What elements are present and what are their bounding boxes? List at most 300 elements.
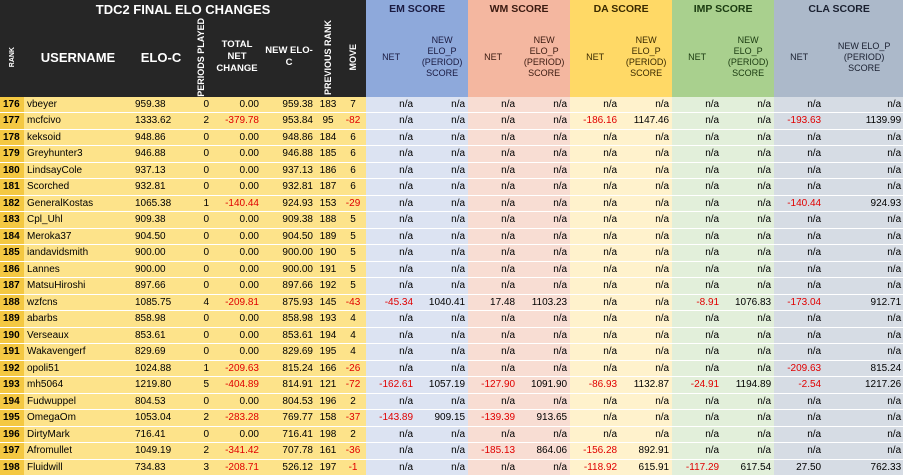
wm-new-cell: n/a bbox=[518, 426, 570, 443]
table-row bbox=[0, 426, 903, 443]
em-new-cell: n/a bbox=[416, 212, 468, 229]
cla-new-header: NEW ELO_P (PERIOD) SCORE bbox=[824, 18, 903, 97]
move-cell: -72 bbox=[340, 377, 366, 394]
previous-rank-cell: 121 bbox=[316, 377, 340, 394]
wm-new-cell: 913.65 bbox=[518, 410, 570, 427]
elo-c-header: ELO-C bbox=[132, 18, 190, 97]
imp-new-cell: 1076.83 bbox=[722, 294, 774, 311]
cla-net-cell: n/a bbox=[774, 410, 824, 427]
wm-net-cell: n/a bbox=[468, 278, 518, 295]
move-cell: -29 bbox=[340, 195, 366, 212]
new-elo-c-cell: 904.50 bbox=[262, 228, 316, 245]
new-elo-c-cell: 909.38 bbox=[262, 212, 316, 229]
imp-new-cell: n/a bbox=[722, 278, 774, 295]
wm-net-cell: n/a bbox=[468, 360, 518, 377]
cla-new-cell: n/a bbox=[824, 327, 903, 344]
em-new-header: NEW ELO_P (PERIOD) SCORE bbox=[416, 18, 468, 97]
da-net-cell: -186.16 bbox=[570, 113, 620, 130]
elo-c-cell: 1065.38 bbox=[132, 195, 190, 212]
total-net-change-cell: 0.00 bbox=[212, 179, 262, 196]
username-cell: Wakavengerf bbox=[24, 344, 132, 361]
da-new-cell: n/a bbox=[620, 245, 672, 262]
da-net-cell: n/a bbox=[570, 195, 620, 212]
em-new-cell: n/a bbox=[416, 179, 468, 196]
new-elo-c-cell: 526.12 bbox=[262, 459, 316, 476]
new-elo-c-cell: 937.13 bbox=[262, 162, 316, 179]
em-new-cell: n/a bbox=[416, 344, 468, 361]
elo-c-cell: 1024.88 bbox=[132, 360, 190, 377]
em-new-cell: n/a bbox=[416, 426, 468, 443]
previous-rank-cell: 189 bbox=[316, 228, 340, 245]
em-new-cell: n/a bbox=[416, 245, 468, 262]
da-new-cell: n/a bbox=[620, 162, 672, 179]
total-net-change-cell: 0.00 bbox=[212, 344, 262, 361]
move-cell: 6 bbox=[340, 146, 366, 163]
wm-new-cell: n/a bbox=[518, 97, 570, 113]
move-cell: 5 bbox=[340, 261, 366, 278]
elo-c-cell: 734.83 bbox=[132, 459, 190, 476]
rank-cell: 193 bbox=[0, 377, 24, 394]
table-row bbox=[0, 261, 903, 278]
total-net-change-cell: -209.63 bbox=[212, 360, 262, 377]
cla-net-cell: n/a bbox=[774, 162, 824, 179]
table-row bbox=[0, 146, 903, 163]
table-row bbox=[0, 97, 903, 113]
em-net-cell: n/a bbox=[366, 228, 416, 245]
em-new-cell: n/a bbox=[416, 146, 468, 163]
new-elo-c-cell: 716.41 bbox=[262, 426, 316, 443]
da-net-cell: n/a bbox=[570, 311, 620, 328]
wm-new-cell: n/a bbox=[518, 129, 570, 146]
da-new-cell: n/a bbox=[620, 195, 672, 212]
move-cell: 4 bbox=[340, 344, 366, 361]
da-new-cell: n/a bbox=[620, 410, 672, 427]
em-new-cell: n/a bbox=[416, 261, 468, 278]
rank-cell: 191 bbox=[0, 344, 24, 361]
rank-cell: 189 bbox=[0, 311, 24, 328]
imp-new-cell: n/a bbox=[722, 360, 774, 377]
periods-played-cell: 2 bbox=[190, 443, 212, 460]
em-new-cell: n/a bbox=[416, 459, 468, 476]
periods-played-cell: 0 bbox=[190, 278, 212, 295]
da-new-cell: n/a bbox=[620, 278, 672, 295]
new-elo-c-cell: 814.91 bbox=[262, 377, 316, 394]
new-elo-c-cell: 948.86 bbox=[262, 129, 316, 146]
em-net-cell: n/a bbox=[366, 459, 416, 476]
wm-net-cell: -139.39 bbox=[468, 410, 518, 427]
elo-c-cell: 959.38 bbox=[132, 97, 190, 113]
elo-c-cell: 1085.75 bbox=[132, 294, 190, 311]
em-net-cell: n/a bbox=[366, 426, 416, 443]
table-row bbox=[0, 228, 903, 245]
imp-net-cell: n/a bbox=[672, 113, 722, 130]
cla-new-cell: 924.93 bbox=[824, 195, 903, 212]
periods-played-cell: 0 bbox=[190, 212, 212, 229]
previous-rank-cell: 166 bbox=[316, 360, 340, 377]
em-net-cell: n/a bbox=[366, 146, 416, 163]
da-net-cell: n/a bbox=[570, 410, 620, 427]
table-title: TDC2 FINAL ELO CHANGES bbox=[0, 0, 366, 18]
em-net-cell: n/a bbox=[366, 360, 416, 377]
total-net-change-cell: 0.00 bbox=[212, 278, 262, 295]
username-cell: iandavidsmith bbox=[24, 245, 132, 262]
table-row bbox=[0, 311, 903, 328]
total-net-change-cell: -140.44 bbox=[212, 195, 262, 212]
em-score-header: EM SCORE bbox=[366, 0, 468, 18]
wm-new-cell: n/a bbox=[518, 344, 570, 361]
total-net-change-header: TOTAL NET CHANGE bbox=[212, 18, 262, 97]
cla-net-cell: -209.63 bbox=[774, 360, 824, 377]
da-new-cell: 1147.46 bbox=[620, 113, 672, 130]
imp-new-cell: n/a bbox=[722, 311, 774, 328]
imp-net-cell: n/a bbox=[672, 97, 722, 113]
username-cell: OmegaOm bbox=[24, 410, 132, 427]
em-new-cell: n/a bbox=[416, 360, 468, 377]
table-row bbox=[0, 162, 903, 179]
wm-new-cell: n/a bbox=[518, 179, 570, 196]
periods-played-cell: 0 bbox=[190, 179, 212, 196]
em-net-cell: n/a bbox=[366, 245, 416, 262]
imp-net-cell: n/a bbox=[672, 212, 722, 229]
rank-cell: 182 bbox=[0, 195, 24, 212]
elo-c-cell: 932.81 bbox=[132, 179, 190, 196]
rank-cell: 194 bbox=[0, 393, 24, 410]
em-net-cell: -143.89 bbox=[366, 410, 416, 427]
rank-cell: 178 bbox=[0, 129, 24, 146]
em-new-cell: n/a bbox=[416, 195, 468, 212]
previous-rank-cell: 196 bbox=[316, 393, 340, 410]
total-net-change-cell: -379.78 bbox=[212, 113, 262, 130]
da-new-cell: 892.91 bbox=[620, 443, 672, 460]
em-new-cell: 1057.19 bbox=[416, 377, 468, 394]
move-cell: -1 bbox=[340, 459, 366, 476]
username-cell: GeneralKostas bbox=[24, 195, 132, 212]
wm-net-cell: n/a bbox=[468, 212, 518, 229]
new-elo-c-cell: 858.98 bbox=[262, 311, 316, 328]
rank-cell: 176 bbox=[0, 97, 24, 113]
da-new-cell: n/a bbox=[620, 344, 672, 361]
periods-played-cell: 0 bbox=[190, 245, 212, 262]
em-net-cell: n/a bbox=[366, 261, 416, 278]
elo-c-cell: 804.53 bbox=[132, 393, 190, 410]
username-cell: Greyhunter3 bbox=[24, 146, 132, 163]
wm-net-cell: 17.48 bbox=[468, 294, 518, 311]
imp-new-cell: n/a bbox=[722, 327, 774, 344]
periods-played-cell: 2 bbox=[190, 113, 212, 130]
imp-net-cell: n/a bbox=[672, 261, 722, 278]
da-net-cell: n/a bbox=[570, 344, 620, 361]
da-net-header: NET bbox=[570, 18, 620, 97]
rank-cell: 187 bbox=[0, 278, 24, 295]
previous-rank-cell: 191 bbox=[316, 261, 340, 278]
wm-new-cell: n/a bbox=[518, 212, 570, 229]
da-net-cell: n/a bbox=[570, 179, 620, 196]
imp-net-cell: n/a bbox=[672, 228, 722, 245]
wm-net-cell: n/a bbox=[468, 97, 518, 113]
imp-new-cell: n/a bbox=[722, 344, 774, 361]
em-new-cell: n/a bbox=[416, 97, 468, 113]
cla-net-cell: n/a bbox=[774, 393, 824, 410]
cla-new-cell: n/a bbox=[824, 426, 903, 443]
previous-rank-header: PREVIOUS RANK bbox=[316, 18, 340, 97]
em-net-cell: n/a bbox=[366, 393, 416, 410]
previous-rank-cell: 183 bbox=[316, 97, 340, 113]
rank-cell: 177 bbox=[0, 113, 24, 130]
username-cell: keksoid bbox=[24, 129, 132, 146]
imp-new-cell: n/a bbox=[722, 443, 774, 460]
move-cell: 4 bbox=[340, 311, 366, 328]
move-header: MOVE bbox=[340, 18, 366, 97]
rank-cell: 195 bbox=[0, 410, 24, 427]
rank-cell: 186 bbox=[0, 261, 24, 278]
rank-cell: 185 bbox=[0, 245, 24, 262]
total-net-change-cell: 0.00 bbox=[212, 327, 262, 344]
elo-c-cell: 858.98 bbox=[132, 311, 190, 328]
elo-c-cell: 900.00 bbox=[132, 261, 190, 278]
move-cell: 5 bbox=[340, 245, 366, 262]
em-net-header: NET bbox=[366, 18, 416, 97]
da-new-header: NEW ELO_P (PERIOD) SCORE bbox=[620, 18, 672, 97]
previous-rank-cell: 186 bbox=[316, 162, 340, 179]
rank-cell: 192 bbox=[0, 360, 24, 377]
username-cell: vbeyer bbox=[24, 97, 132, 113]
new-elo-c-cell: 707.78 bbox=[262, 443, 316, 460]
cla-net-cell: -2.54 bbox=[774, 377, 824, 394]
username-cell: Cpl_Uhl bbox=[24, 212, 132, 229]
total-net-change-cell: 0.00 bbox=[212, 426, 262, 443]
da-new-cell: n/a bbox=[620, 129, 672, 146]
imp-new-cell: n/a bbox=[722, 97, 774, 113]
cla-net-cell: n/a bbox=[774, 426, 824, 443]
imp-net-header: NET bbox=[672, 18, 722, 97]
move-cell: -82 bbox=[340, 113, 366, 130]
cla-net-cell: n/a bbox=[774, 146, 824, 163]
em-new-cell: n/a bbox=[416, 393, 468, 410]
new-elo-c-cell: 953.84 bbox=[262, 113, 316, 130]
da-new-cell: n/a bbox=[620, 212, 672, 229]
da-new-cell: 615.91 bbox=[620, 459, 672, 476]
wm-net-cell: n/a bbox=[468, 162, 518, 179]
da-new-cell: n/a bbox=[620, 179, 672, 196]
previous-rank-cell: 195 bbox=[316, 344, 340, 361]
cla-new-cell: 912.71 bbox=[824, 294, 903, 311]
username-cell: mh5064 bbox=[24, 377, 132, 394]
move-cell: -36 bbox=[340, 443, 366, 460]
imp-new-cell: 617.54 bbox=[722, 459, 774, 476]
imp-net-cell: n/a bbox=[672, 278, 722, 295]
cla-new-cell: n/a bbox=[824, 344, 903, 361]
total-net-change-cell: -208.71 bbox=[212, 459, 262, 476]
imp-new-cell: n/a bbox=[722, 212, 774, 229]
elo-c-cell: 937.13 bbox=[132, 162, 190, 179]
move-cell: 7 bbox=[340, 97, 366, 113]
em-net-cell: n/a bbox=[366, 179, 416, 196]
periods-played-cell: 5 bbox=[190, 377, 212, 394]
periods-played-cell: 0 bbox=[190, 146, 212, 163]
move-cell: -43 bbox=[340, 294, 366, 311]
periods-played-cell: 0 bbox=[190, 228, 212, 245]
cla-new-cell: 1139.99 bbox=[824, 113, 903, 130]
periods-played-cell: 0 bbox=[190, 393, 212, 410]
periods-played-cell: 0 bbox=[190, 97, 212, 113]
rank-cell: 181 bbox=[0, 179, 24, 196]
wm-new-cell: n/a bbox=[518, 261, 570, 278]
new-elo-c-cell: 932.81 bbox=[262, 179, 316, 196]
table-row bbox=[0, 344, 903, 361]
cla-new-cell: n/a bbox=[824, 129, 903, 146]
em-new-cell: n/a bbox=[416, 327, 468, 344]
elo-c-cell: 1219.80 bbox=[132, 377, 190, 394]
em-net-cell: -162.61 bbox=[366, 377, 416, 394]
da-net-cell: n/a bbox=[570, 245, 620, 262]
wm-score-header: WM SCORE bbox=[468, 0, 570, 18]
cla-new-cell: n/a bbox=[824, 278, 903, 295]
username-cell: Fudwuppel bbox=[24, 393, 132, 410]
wm-net-cell: n/a bbox=[468, 344, 518, 361]
previous-rank-cell: 185 bbox=[316, 146, 340, 163]
wm-net-cell: -185.13 bbox=[468, 443, 518, 460]
wm-net-header: NET bbox=[468, 18, 518, 97]
cla-net-cell: n/a bbox=[774, 179, 824, 196]
wm-new-cell: n/a bbox=[518, 162, 570, 179]
da-net-cell: n/a bbox=[570, 162, 620, 179]
elo-c-cell: 1053.04 bbox=[132, 410, 190, 427]
imp-net-cell: n/a bbox=[672, 410, 722, 427]
elo-c-cell: 829.69 bbox=[132, 344, 190, 361]
em-net-cell: n/a bbox=[366, 97, 416, 113]
periods-played-cell: 0 bbox=[190, 311, 212, 328]
cla-net-cell: n/a bbox=[774, 97, 824, 113]
total-net-change-cell: -404.89 bbox=[212, 377, 262, 394]
wm-new-cell: n/a bbox=[518, 228, 570, 245]
imp-net-cell: n/a bbox=[672, 195, 722, 212]
periods-played-header: PERIODS PLAYED bbox=[190, 18, 212, 97]
periods-played-cell: 0 bbox=[190, 261, 212, 278]
imp-net-cell: n/a bbox=[672, 426, 722, 443]
cla-net-cell: n/a bbox=[774, 261, 824, 278]
wm-net-cell: -127.90 bbox=[468, 377, 518, 394]
new-elo-c-cell: 959.38 bbox=[262, 97, 316, 113]
imp-net-cell: n/a bbox=[672, 360, 722, 377]
move-cell: 6 bbox=[340, 162, 366, 179]
elo-c-cell: 946.88 bbox=[132, 146, 190, 163]
periods-played-cell: 0 bbox=[190, 129, 212, 146]
total-net-change-cell: -209.81 bbox=[212, 294, 262, 311]
wm-net-cell: n/a bbox=[468, 195, 518, 212]
periods-played-cell: 0 bbox=[190, 327, 212, 344]
em-net-cell: n/a bbox=[366, 327, 416, 344]
cla-score-header: CLA SCORE bbox=[774, 0, 903, 18]
imp-new-header: NEW ELO_P (PERIOD) SCORE bbox=[722, 18, 774, 97]
em-new-cell: 1040.41 bbox=[416, 294, 468, 311]
move-cell: 4 bbox=[340, 327, 366, 344]
imp-new-cell: n/a bbox=[722, 195, 774, 212]
da-net-cell: n/a bbox=[570, 327, 620, 344]
imp-score-header: IMP SCORE bbox=[672, 0, 774, 18]
new-elo-c-cell: 804.53 bbox=[262, 393, 316, 410]
cla-new-cell: n/a bbox=[824, 393, 903, 410]
da-new-cell: n/a bbox=[620, 228, 672, 245]
table-row bbox=[0, 327, 903, 344]
rank-cell: 179 bbox=[0, 146, 24, 163]
rank-cell: 197 bbox=[0, 443, 24, 460]
em-new-cell: n/a bbox=[416, 443, 468, 460]
em-net-cell: n/a bbox=[366, 344, 416, 361]
previous-rank-cell: 161 bbox=[316, 443, 340, 460]
total-net-change-cell: -283.28 bbox=[212, 410, 262, 427]
cla-new-cell: n/a bbox=[824, 261, 903, 278]
imp-net-cell: n/a bbox=[672, 393, 722, 410]
move-cell: 6 bbox=[340, 129, 366, 146]
periods-played-cell: 2 bbox=[190, 410, 212, 427]
cla-net-cell: n/a bbox=[774, 245, 824, 262]
em-new-cell: n/a bbox=[416, 162, 468, 179]
imp-net-cell: n/a bbox=[672, 443, 722, 460]
cla-new-cell: n/a bbox=[824, 179, 903, 196]
previous-rank-cell: 95 bbox=[316, 113, 340, 130]
move-cell: -26 bbox=[340, 360, 366, 377]
imp-new-cell: n/a bbox=[722, 146, 774, 163]
em-new-cell: n/a bbox=[416, 129, 468, 146]
em-net-cell: n/a bbox=[366, 443, 416, 460]
wm-new-cell: n/a bbox=[518, 327, 570, 344]
periods-played-cell: 0 bbox=[190, 162, 212, 179]
wm-new-cell: 1091.90 bbox=[518, 377, 570, 394]
em-new-cell: 909.15 bbox=[416, 410, 468, 427]
cla-net-cell: n/a bbox=[774, 311, 824, 328]
wm-net-cell: n/a bbox=[468, 146, 518, 163]
cla-net-cell: n/a bbox=[774, 228, 824, 245]
table-row bbox=[0, 212, 903, 229]
em-new-cell: n/a bbox=[416, 228, 468, 245]
cla-net-cell: n/a bbox=[774, 129, 824, 146]
periods-played-cell: 0 bbox=[190, 426, 212, 443]
username-cell: Fluidwill bbox=[24, 459, 132, 476]
elo-c-cell: 897.66 bbox=[132, 278, 190, 295]
da-net-cell: n/a bbox=[570, 294, 620, 311]
total-net-change-cell: 0.00 bbox=[212, 393, 262, 410]
wm-net-cell: n/a bbox=[468, 459, 518, 476]
username-cell: Afromullet bbox=[24, 443, 132, 460]
da-net-cell: -156.28 bbox=[570, 443, 620, 460]
cla-new-cell: n/a bbox=[824, 228, 903, 245]
table-row bbox=[0, 360, 903, 377]
total-net-change-cell: 0.00 bbox=[212, 146, 262, 163]
table-row bbox=[0, 113, 903, 130]
cla-new-cell: 815.24 bbox=[824, 360, 903, 377]
cla-net-cell: n/a bbox=[774, 344, 824, 361]
move-cell: 5 bbox=[340, 228, 366, 245]
wm-new-cell: n/a bbox=[518, 311, 570, 328]
move-cell: 6 bbox=[340, 179, 366, 196]
wm-new-cell: n/a bbox=[518, 195, 570, 212]
elo-c-cell: 909.38 bbox=[132, 212, 190, 229]
da-new-cell: n/a bbox=[620, 294, 672, 311]
da-net-cell: n/a bbox=[570, 97, 620, 113]
rank-cell: 196 bbox=[0, 426, 24, 443]
imp-net-cell: n/a bbox=[672, 179, 722, 196]
wm-net-cell: n/a bbox=[468, 426, 518, 443]
table-body bbox=[0, 97, 903, 476]
em-new-cell: n/a bbox=[416, 311, 468, 328]
username-cell: Meroka37 bbox=[24, 228, 132, 245]
new-elo-c-header: NEW ELO-C bbox=[262, 18, 316, 97]
previous-rank-cell: 158 bbox=[316, 410, 340, 427]
cla-new-cell: n/a bbox=[824, 97, 903, 113]
username-cell: Lannes bbox=[24, 261, 132, 278]
table-row bbox=[0, 195, 903, 212]
move-cell: 5 bbox=[340, 212, 366, 229]
